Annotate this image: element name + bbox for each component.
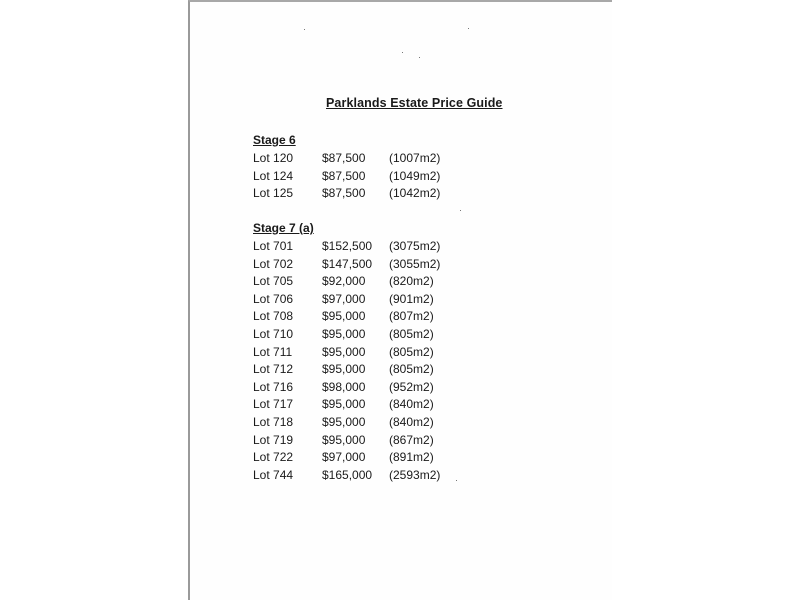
- lot-price: $95,000: [322, 344, 366, 359]
- lot-price: $98,000: [322, 379, 366, 394]
- lot-price: $92,000: [322, 274, 366, 289]
- lot-area: (805m2): [389, 344, 434, 359]
- lot-number: Lot 717: [253, 397, 294, 412]
- lot-area: (840m2): [389, 415, 434, 429]
- lot-number: Lot 125: [253, 186, 294, 201]
- lot-price: $95,000: [322, 432, 366, 447]
- lot-number: Lot 705: [253, 274, 294, 289]
- lot-number: Lot 706: [253, 291, 294, 306]
- lot-area: (820m2): [389, 274, 434, 289]
- lot-number: Lot 701: [253, 239, 294, 253]
- lot-area: (1007m2): [389, 151, 441, 165]
- lot-price: $95,000: [322, 415, 366, 429]
- lot-price: $95,000: [322, 397, 366, 412]
- lot-number: Lot 710: [253, 327, 294, 341]
- stage-heading: Stage 7 (a): [253, 221, 314, 235]
- lot-number: Lot 120: [253, 151, 294, 165]
- lot-number: Lot 722: [253, 450, 294, 465]
- lot-price: $152,500: [322, 239, 373, 253]
- lot-price: $95,000: [322, 362, 366, 377]
- lot-number: Lot 712: [253, 362, 294, 377]
- lot-price: $87,500: [322, 151, 366, 165]
- lot-number: Lot 744: [253, 467, 294, 482]
- lot-area: (1049m2): [389, 168, 441, 183]
- scan-speck: [460, 210, 461, 211]
- scan-speck: [456, 480, 457, 481]
- lot-area: (3055m2): [389, 256, 441, 271]
- lot-number: Lot 708: [253, 309, 294, 324]
- lot-number: Lot 124: [253, 168, 294, 183]
- scan-speck: [402, 52, 403, 53]
- lot-area: (901m2): [389, 291, 434, 306]
- lot-area: (807m2): [389, 309, 434, 324]
- lot-area: (1042m2): [389, 186, 441, 201]
- scan-speck: [304, 29, 305, 30]
- scan-speck: [468, 28, 469, 29]
- lot-price: $165,000: [322, 467, 373, 482]
- lot-area: (891m2): [389, 450, 434, 465]
- lot-price: $97,000: [322, 291, 366, 306]
- lot-number: Lot 711: [253, 344, 293, 359]
- lot-number: Lot 718: [253, 415, 294, 429]
- lot-area: (805m2): [389, 327, 434, 341]
- scan-speck: [419, 57, 420, 58]
- lot-number: Lot 702: [253, 256, 294, 271]
- lot-area: (805m2): [389, 362, 434, 377]
- lot-number: Lot 719: [253, 432, 294, 447]
- lot-area: (952m2): [389, 379, 434, 394]
- lot-price: $97,000: [322, 450, 366, 465]
- document-title: Parklands Estate Price Guide: [326, 96, 503, 110]
- lot-area: (2593m2): [389, 467, 441, 482]
- lot-price: $95,000: [322, 309, 366, 324]
- lot-area: (3075m2): [389, 239, 441, 253]
- lot-number: Lot 716: [253, 379, 294, 394]
- lot-price: $147,500: [322, 256, 373, 271]
- lot-price: $95,000: [322, 327, 366, 341]
- lot-price: $87,500: [322, 168, 366, 183]
- stage-heading: Stage 6: [253, 133, 296, 147]
- lot-area: (867m2): [389, 432, 434, 447]
- lot-area: (840m2): [389, 397, 434, 412]
- lot-price: $87,500: [322, 186, 366, 201]
